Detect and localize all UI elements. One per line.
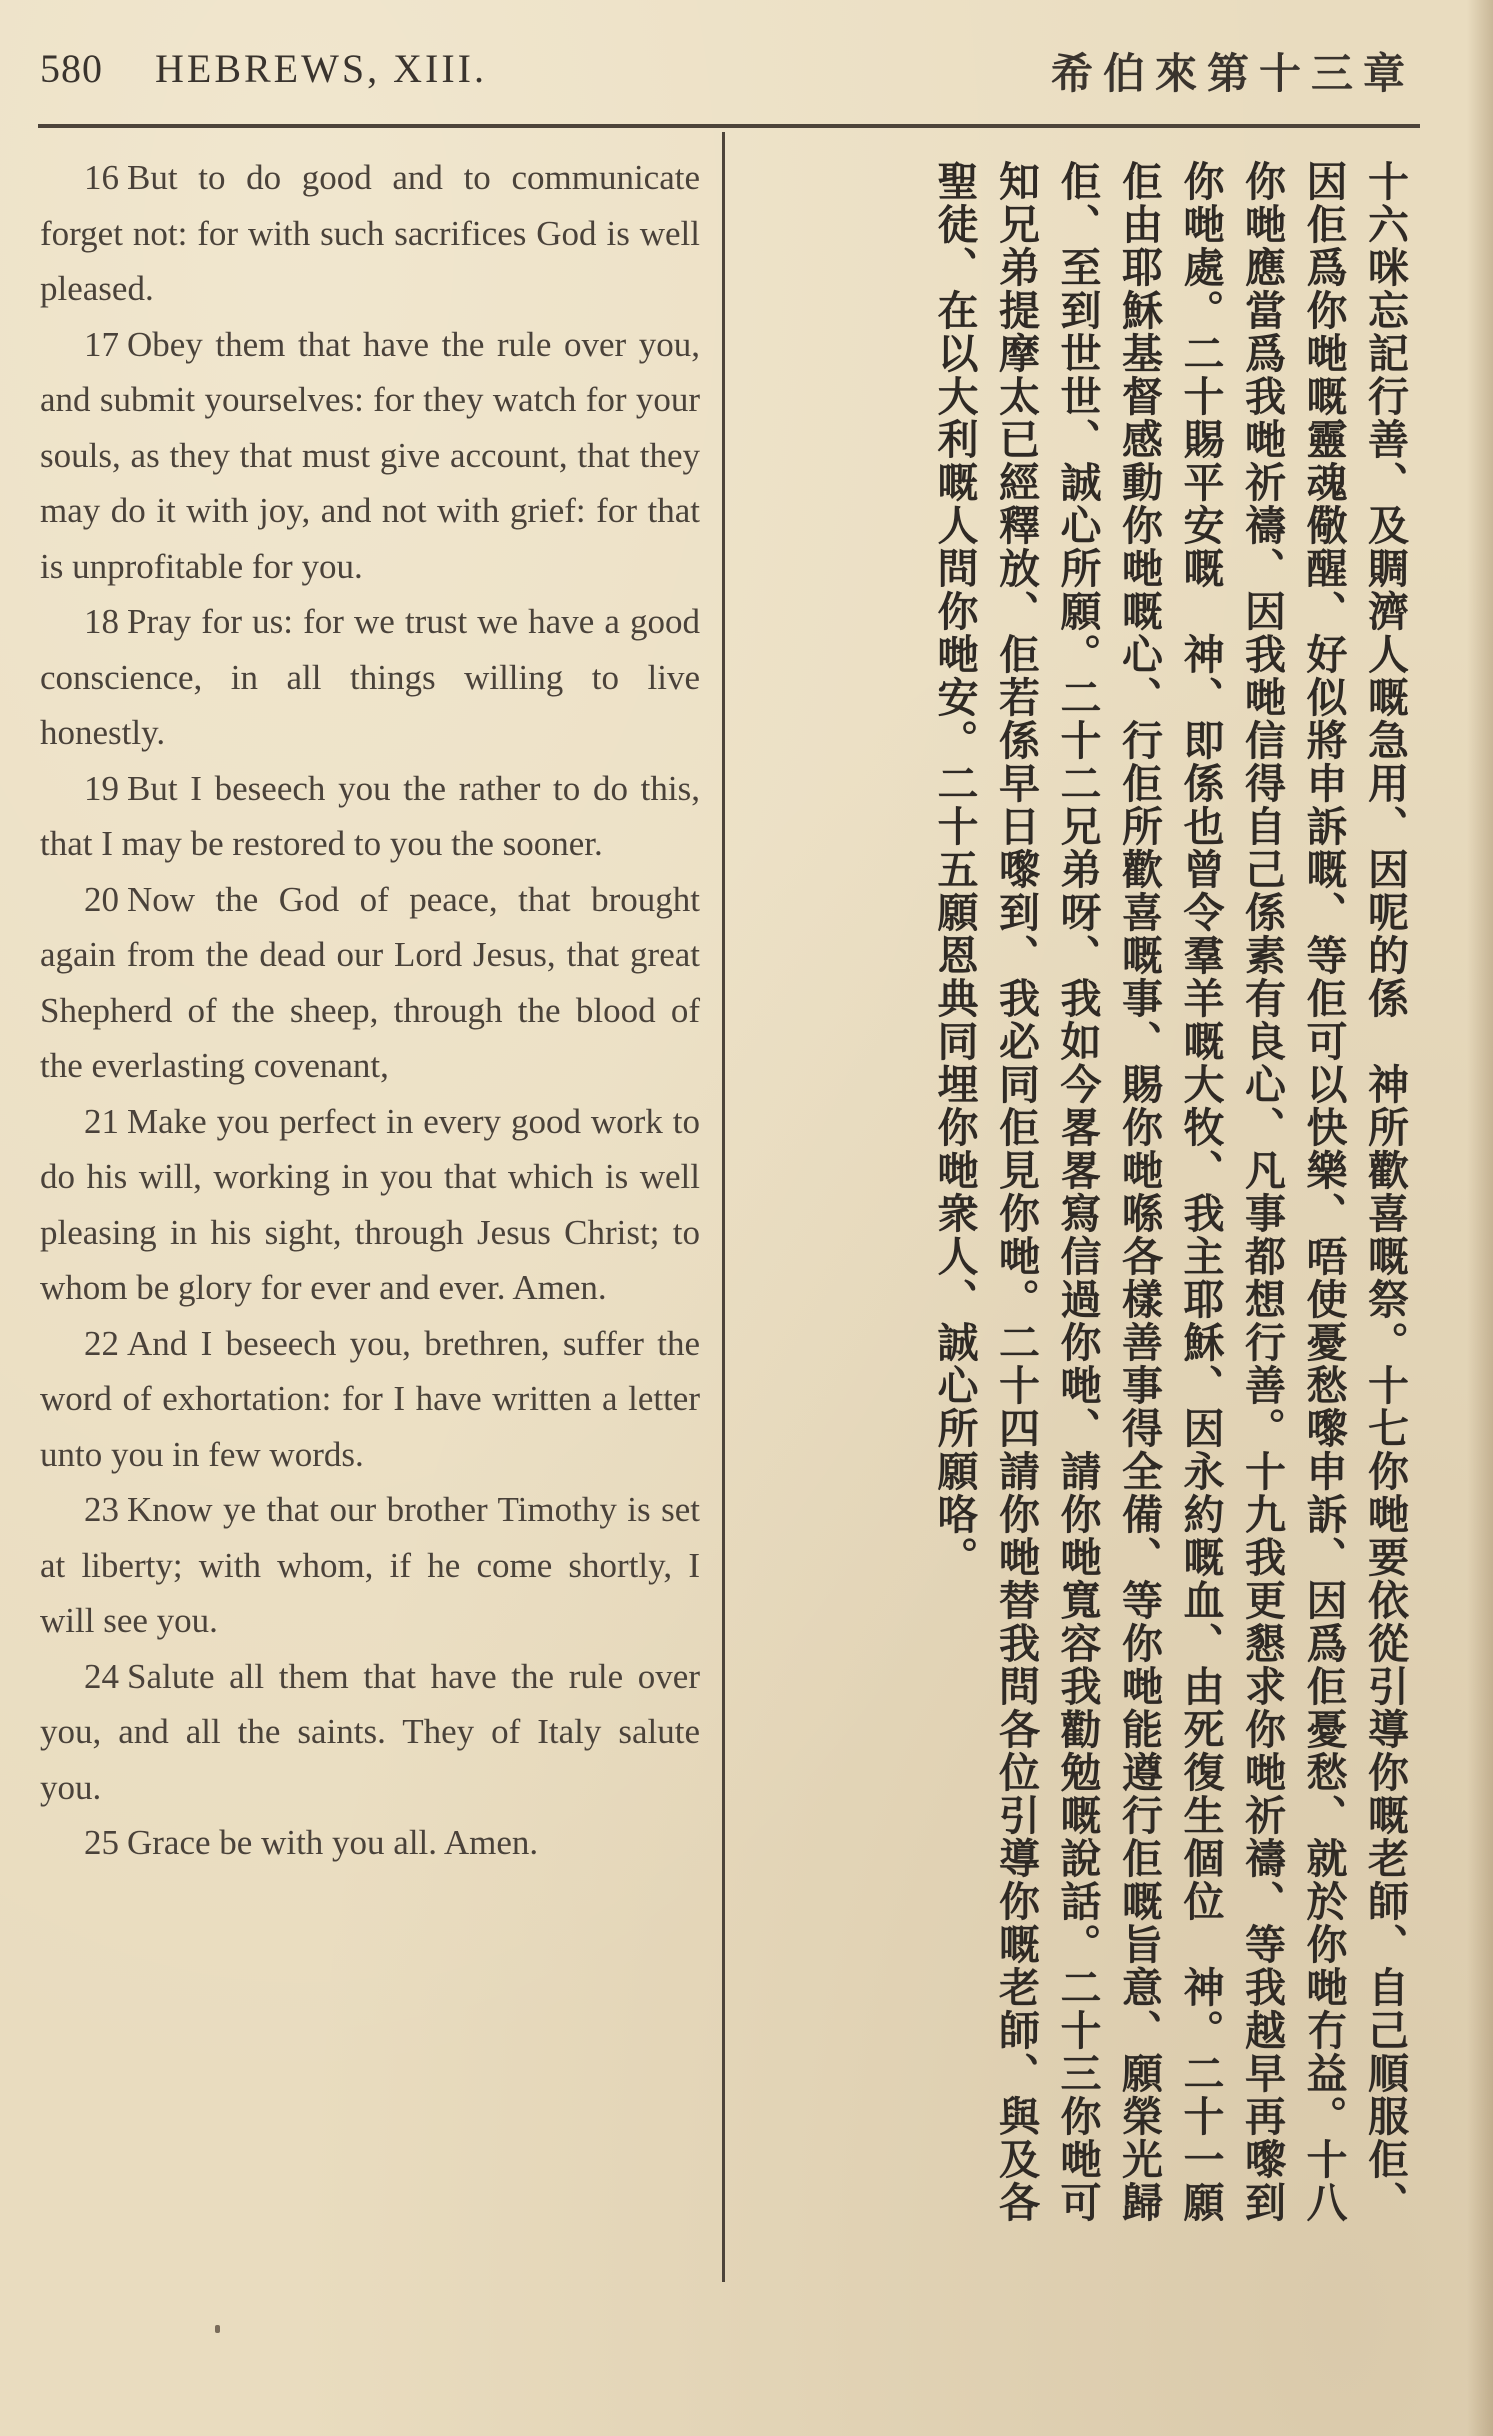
verse-25 [40, 1815, 700, 1871]
verse-text: Obey them that have the rule over you, and submit yourselves: for they watch for your souls, as they that must give account, that they may do it with joy, and not with grief: for that is unprofitable for you. [40, 324, 700, 586]
page-edge-shadow [1467, 0, 1493, 2436]
ink-speck [215, 2325, 220, 2333]
verse-text: Salute all them that have the rule over you, and all the saints. They of Italy salute you. [40, 1656, 700, 1807]
running-title-english: HEBREWS, XIII. [155, 46, 487, 91]
verse-21 [40, 1094, 700, 1316]
page-number: 580 [40, 46, 103, 91]
verse-16 [40, 150, 700, 317]
verse-24 [40, 1649, 700, 1816]
verse-number: 16 [84, 158, 119, 197]
verse-number: 19 [84, 768, 119, 808]
verse-text: Pray for us: for we trust we have a good conscience, in all things willing to live honestly. [40, 602, 700, 752]
verse-number: 22 [84, 1323, 119, 1363]
page-header [40, 45, 1460, 115]
verse-number: 17 [84, 324, 119, 364]
verse-20 [40, 872, 700, 1094]
verse-text: And I beseech you, brethren, suffer the word of exhortation: for I have written a letter unto you in few words. [40, 1323, 700, 1474]
column-divider [722, 132, 725, 2282]
verse-19 [40, 761, 700, 872]
verse-23 [40, 1482, 700, 1649]
english-column [40, 150, 700, 1871]
header-rule [38, 124, 1420, 128]
verse-17 [40, 317, 700, 595]
verse-number: 25 [84, 1823, 119, 1862]
verse-number: 21 [84, 1101, 119, 1141]
verse-text: Now the God of peace, that brought again from the dead our Lord Jesus, that great Shepherd of the sheep, through the blood of the everlasting covenant, [40, 879, 700, 1085]
running-title-chinese: 希伯來第十三章 [1050, 49, 1415, 98]
verse-22 [40, 1316, 700, 1483]
verse-number: 23 [84, 1490, 119, 1529]
chinese-text: 十六咪忘記行善、及賙濟人嘅急用、因呢的係 神所歡喜嘅祭。十七你哋要依從引導你嘅老師、自己順服佢、因佢爲你哋嘅靈魂儆醒、好似將申訴嘅、等佢可以快樂、唔使憂愁嚟申訴、因爲佢憂愁、就於你哋冇益。十八你哋應當爲我哋祈禱、因我哋信得自己係素有良心、凡事都想行善。十九我更懇求你哋祈禱、等我越早再嚟到你哋處。二十賜平安嘅 神、即係也曾令羣羊嘅大牧、我主耶穌、因永約嘅血、由死復生個位 神。二十一願佢由耶穌基督感動你哋嘅心、行佢所歡喜嘅事、賜你哋喺各樣善事得全備、等你哋能遵行佢嘅旨意、願榮光歸佢、至到世世、誠心所願。二十二兄弟呀、我如今畧畧寫信過你哋、請你哋寬容我勸勉嘅說話。二十三你哋可知兄弟提摩太已經釋放、佢若係早日嚟到、我必同佢見你哋。二十四請你哋替我問各位引導你嘅老師、與及各聖徒、在以大利嘅人問你哋安。二十五願恩典同埋你哋衆人、誠心所願咯。 [930, 160, 1409, 2224]
verse-18 [40, 594, 700, 761]
verse-text: Make you perfect in every good work to do his will, working in you that which is well pleasing in his sight, through Jesus Christ; to whom be glory for ever and ever. Amen. [40, 1101, 700, 1307]
chinese-column [750, 160, 1415, 2250]
verse-text: Grace be with you all. Amen. [127, 1823, 539, 1862]
verse-number: 24 [84, 1656, 119, 1696]
verse-number: 18 [84, 602, 119, 641]
verse-text: But I beseech you the rather to do this, that I may be restored to you the sooner. [40, 768, 700, 863]
verse-number: 20 [84, 879, 119, 919]
verse-text: Know ye that our brother Timothy is set at liberty; with whom, if he come shortly, I will see you. [40, 1490, 700, 1640]
verse-text: But to do good and to communicate forget not: for with such sacrifices God is well pleased. [40, 158, 700, 308]
